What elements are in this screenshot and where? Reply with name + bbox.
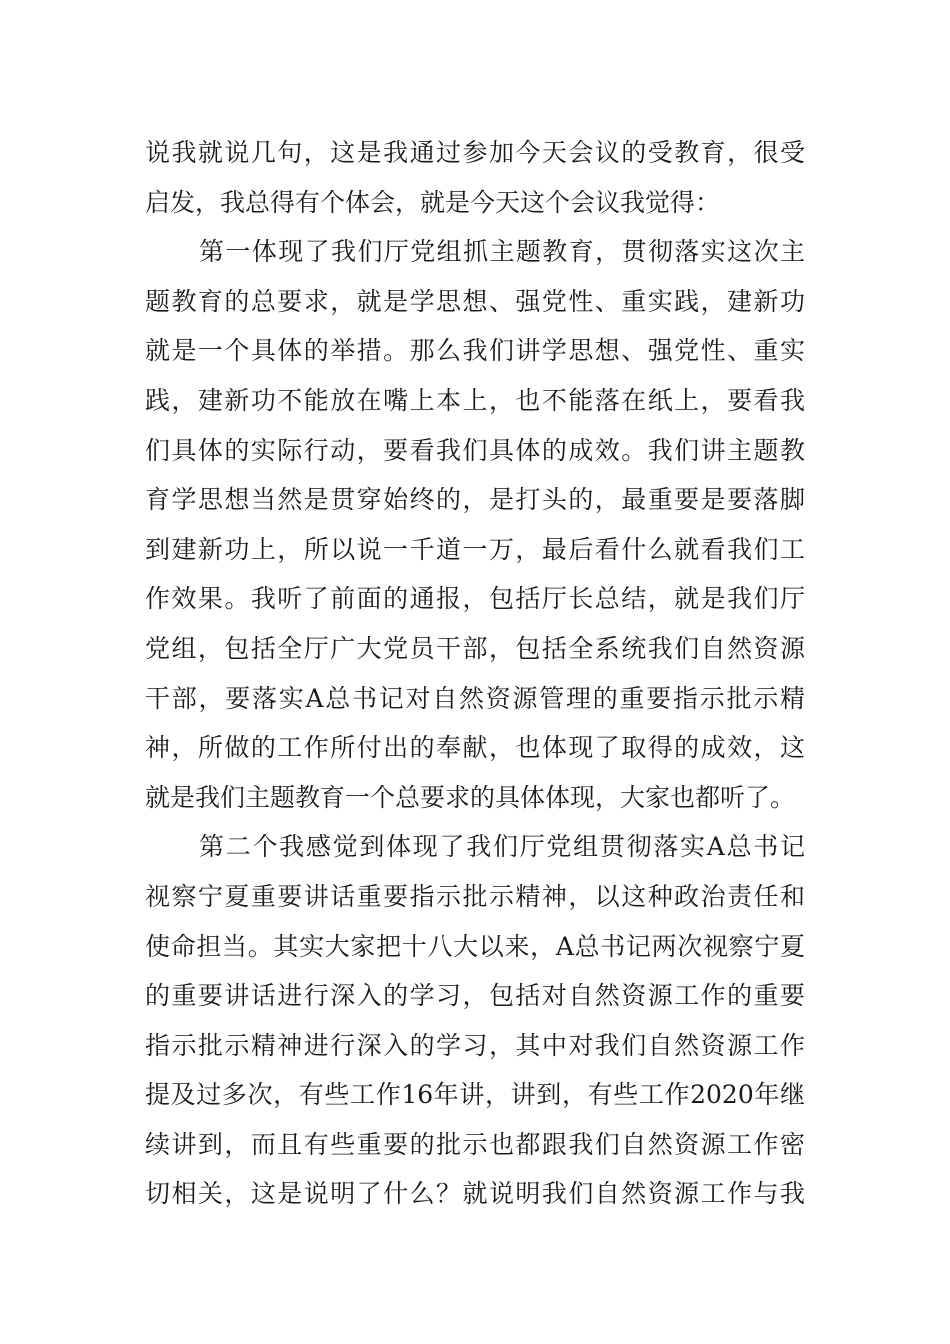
text-line: 到建新功上，所以说一千道一万，最后看什么就看我们工 xyxy=(145,534,805,564)
text-line: 指示批示精神进行深入的学习，其中对我们自然资源工作 xyxy=(145,1030,805,1060)
text-line: 们具体的实际行动，要看我们具体的成效。我们讲主题教 xyxy=(145,435,805,465)
text-line: 说我就说几句，这是我通过参加今天会议的受教育，很受 xyxy=(145,138,805,167)
text-line: 的重要讲话进行深入的学习，包括对自然资源工作的重要 xyxy=(145,981,805,1011)
text-line: 干部，要落实A总书记对自然资源管理的重要指示批示精 xyxy=(145,683,805,713)
text-line: 启发，我总得有个体会，就是今天这个会议我觉得： xyxy=(145,187,721,217)
text-line: 第一体现了我们厅党组抓主题教育，贯彻落实这次主 xyxy=(199,237,805,267)
text-line: 就是一个具体的举措。那么我们讲学思想、强党性、重实 xyxy=(145,336,805,366)
text-line: 就是我们主题教育一个总要求的具体体现，大家也都听了。 xyxy=(145,782,796,812)
text-line: 第二个我感觉到体现了我们厅党组贯彻落实A总书记 xyxy=(199,832,805,862)
text-line: 题教育的总要求，就是学思想、强党性、重实践，建新功 xyxy=(145,286,805,316)
text-line: 切相关，这是说明了什么？就说明我们自然资源工作与我 xyxy=(145,1179,805,1209)
text-line: 提及过多次，有些工作16年讲，讲到，有些工作2020年继 xyxy=(145,1080,805,1110)
text-line: 育学思想当然是贯穿始终的，是打头的，最重要是要落脚 xyxy=(145,485,805,515)
text-line: 视察宁夏重要讲话重要指示批示精神，以这种政治责任和 xyxy=(145,881,805,911)
body-text xyxy=(145,128,805,1219)
text-line: 续讲到，而且有些重要的批示也都跟我们自然资源工作密 xyxy=(145,1129,805,1159)
text-line: 神，所做的工作所付出的奉献，也体现了取得的成效，这 xyxy=(145,733,805,763)
text-line: 党组，包括全厅广大党员干部，包括全系统我们自然资源 xyxy=(145,633,805,663)
text-line: 践，建新功不能放在嘴上本上，也不能落在纸上，要看我 xyxy=(145,385,805,415)
text-line: 使命担当。其实大家把十八大以来，A总书记两次视察宁夏 xyxy=(145,931,805,961)
text-line: 作效果。我听了前面的通报，包括厅长总结，就是我们厅 xyxy=(145,584,805,614)
